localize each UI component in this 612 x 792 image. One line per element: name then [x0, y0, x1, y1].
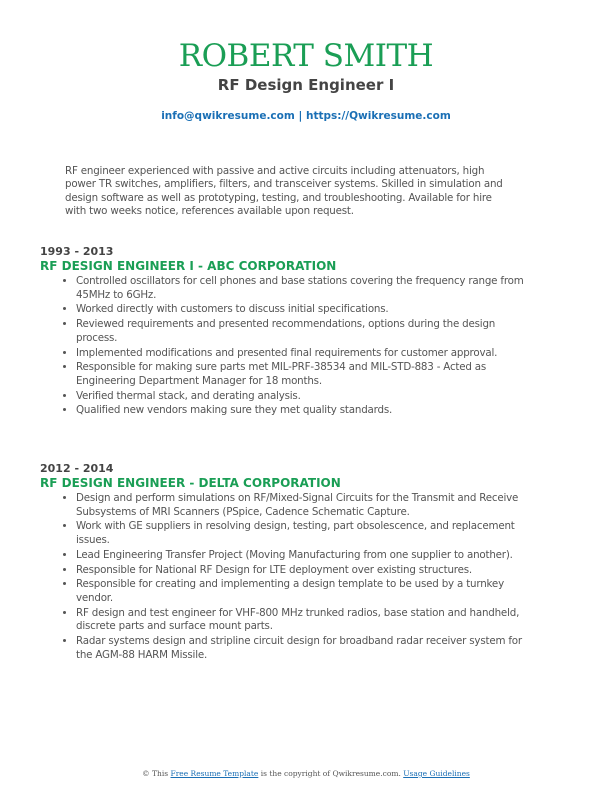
- list-item: • Worked directly with customers to discuss initial specifications.: [76, 303, 530, 317]
- list-item: • Lead Engineering Transfer Project (Moving Manufacturing from one supplier to another).: [76, 549, 530, 563]
- list-item: • Qualified new vendors making sure they met quality standards.: [76, 404, 530, 418]
- job-entry: [40, 462, 530, 663]
- job-dates: 2012 - 2014: [40, 462, 114, 475]
- summary: RF engineer experienced with passive and active circuits including attenuators, high power TR switches, amplifiers, filters, and transceiver systems. Skilled in simulation and design software as well as prototyping, testing, and troubleshooting. Available for hire with two weeks notice, references available upon request.: [65, 165, 503, 217]
- contact-line: [0, 110, 612, 122]
- footer: [0, 769, 612, 778]
- candidate-name: ROBERT SMITH: [178, 38, 434, 74]
- job-dates: 1993 - 2013: [40, 245, 114, 258]
- list-item: • Verified thermal stack, and derating analysis.: [76, 390, 530, 404]
- footer-prefix: © This: [142, 769, 171, 778]
- usage-guidelines-link[interactable]: Usage Guidelines: [403, 769, 470, 778]
- list-item: • Controlled oscillators for cell phones and base stations covering the frequency range from 45MHz to 6GHz.: [76, 275, 530, 302]
- email-link[interactable]: info@qwikresume.com: [161, 110, 295, 122]
- free-resume-template-link[interactable]: Free Resume Template: [170, 769, 259, 778]
- list-item: • Design and perform simulations on RF/Mixed-Signal Circuits for the Transmit and Receive Subsystems of MRI Scanners (PSpice, Cadence Schematic Capture.: [76, 492, 530, 519]
- list-item: • Radar systems design and stripline circuit design for broadband radar receiver system for the AGM-88 HARM Missile.: [76, 635, 530, 662]
- list-item: • Implemented modifications and presented final requirements for customer approval.: [76, 347, 530, 361]
- footer-middle: is the copyright of Qwikresume.com.: [258, 769, 404, 778]
- job-bullets: [40, 275, 530, 418]
- list-item: • Work with GE suppliers in resolving design, testing, part obsolescence, and replacement issues.: [76, 520, 530, 547]
- list-item: • Responsible for National RF Design for LTE deployment over existing structures.: [76, 564, 530, 578]
- job-heading: RF DESIGN ENGINEER - DELTA CORPORATION: [40, 476, 341, 490]
- job-entry: [40, 245, 530, 419]
- job-heading: RF DESIGN ENGINEER I - ABC CORPORATION: [40, 259, 337, 273]
- separator: |: [294, 110, 306, 122]
- list-item: • Reviewed requirements and presented recommendations, options during the design process.: [76, 318, 530, 345]
- list-item: • Responsible for creating and implementing a design template to be used by a turnkey vendor.: [76, 578, 530, 605]
- list-item: • Responsible for making sure parts met MIL-PRF-38534 and MIL-STD-883 - Acted as Engineering Department Manager for 18 months.: [76, 361, 530, 388]
- job-bullets: [40, 492, 530, 662]
- list-item: • RF design and test engineer for VHF-800 MHz trunked radios, base station and handheld, discrete parts and surface mount parts.: [76, 607, 530, 634]
- job-title: RF Design Engineer I: [217, 76, 395, 94]
- website-link[interactable]: https://Qwikresume.com: [305, 110, 451, 122]
